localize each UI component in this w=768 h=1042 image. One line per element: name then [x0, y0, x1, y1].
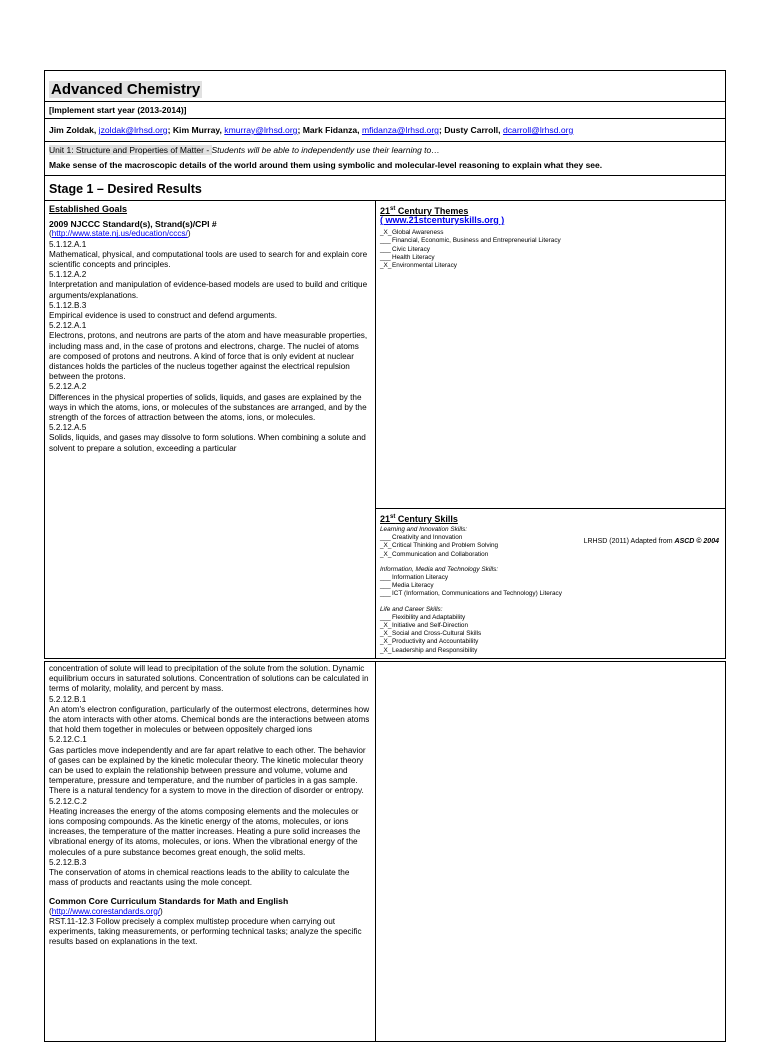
standard-code: 5.1.12.B.3 [49, 300, 87, 310]
skill-item [380, 582, 721, 590]
item-label: Global Awareness [392, 229, 444, 237]
checkbox-mark: _X_ [380, 622, 392, 630]
item-label: Creativity and Innovation [392, 534, 463, 542]
standard-code: 5.2.12.B.3 [49, 857, 87, 867]
skills-heading: 21st Century Skills [380, 514, 458, 524]
standard-code: 5.2.12.C.2 [49, 796, 87, 806]
item-label: Productivity and Accountability [392, 638, 479, 646]
standard-code: 5.2.12.A.5 [49, 423, 87, 433]
page-1 [44, 70, 725, 659]
themes-link-line [380, 216, 721, 226]
item-label: Critical Thinking and Problem Solving [392, 542, 499, 550]
theme-item [380, 229, 721, 237]
standard-text: Heating increases the energy of the atoms composing elements and the molecules or ions composing compounds. As the kinetic energy of the atoms, molecules, or ions increases, the temperature of the matter increases. Heating a pure solid increases the vibrational energy of its atoms, molecules, or ions. When the vibrational energy of the molecules of a pure substance becomes great enough, the solid melts. [49, 806, 361, 857]
unit-label: Unit 1: Structure and Properties of Matter - [49, 145, 212, 155]
themes-link-open[interactable]: ( [380, 215, 386, 225]
standard-code: 5.2.12.B.1 [49, 694, 87, 704]
standard-code: 5.2.12.A.2 [49, 382, 87, 392]
author-email-link[interactable]: dcarroll@lrhsd.org [502, 125, 574, 135]
goals-list [49, 240, 371, 454]
authors-row [45, 119, 726, 142]
standard-text: Gas particles move independently and are far apart relative to each other. The behavior of gases can be explained by the kinetic molecular theory. The kinetic molecular theory can be used to explain the relationship between pressure and volume, volume and temperature, pressure and temperature, and the number of particles in a gas sample. There is a natural tendency for a system to move in the direction of disorder or entropy. [49, 745, 366, 796]
skill-group-title: Learning and Innovation Skills: [380, 526, 468, 533]
item-label: Media Literacy [392, 582, 434, 590]
standard-code: 5.1.12.A.1 [49, 239, 87, 249]
standard-text: Differences in the physical properties of solids, liquids, and gases are explained by the ways in which the atoms, ions, or molecules of the substances are arranged, and by the strength of the forces of attraction between the atoms, ions, or molecules. [49, 392, 367, 423]
author: Dusty Carroll, dcarroll@lrhsd.org [444, 125, 574, 135]
skill-item [380, 638, 721, 646]
item-label: Financial, Economic, Business and Entrepreneurial Literacy [392, 237, 561, 245]
implement-year: [Implement start year (2013-2014)] [45, 102, 726, 119]
skill-group-title: Life and Career Skills: [380, 605, 443, 613]
checkbox-mark: _X_ [380, 630, 392, 638]
checkbox-mark: ___ [380, 574, 391, 582]
standard-text: Mathematical, physical, and computational tools are used to search for and explain core scientific concepts and principles. [49, 249, 368, 270]
checkbox-mark: _X_ [380, 262, 392, 270]
page-footer: LRHSD (2011) Adapted from ASCD © 2004 [583, 538, 719, 545]
author: Kim Murray, kmurray@lrhsd.org; [172, 125, 303, 135]
item-label: Communication and Collaboration [392, 550, 489, 558]
skill-item [380, 630, 721, 638]
checkbox-mark: _X_ [380, 550, 392, 558]
checkbox-mark: ___ [380, 534, 391, 542]
themes-link[interactable]: www.21stcenturyskills.org [385, 215, 499, 225]
standard-text: Interpretation and manipulation of evidence-based models are used to build and critique arguments/explanations. [49, 280, 368, 300]
stage-heading: Stage 1 – Desired Results [45, 176, 726, 201]
author-email-link[interactable]: kmurray@lrhsd.org [224, 125, 298, 135]
common-core-heading: Common Core Curriculum Standards for Math and English [49, 896, 289, 907]
item-label: Civic Literacy [392, 245, 430, 253]
checkbox-mark: ___ [380, 590, 391, 598]
unit-table [44, 70, 726, 659]
item-label: ICT (Information, Communications and Technology) Literacy [392, 590, 562, 598]
unit-intro: Students will be able to independently use their learning to… [211, 145, 440, 155]
checkbox-mark: ___ [380, 245, 391, 253]
common-core-link[interactable]: http://www.corestandards.org/ [51, 906, 161, 916]
checkbox-mark: _X_ [380, 229, 392, 237]
standard-text: Empirical evidence is used to construct and defend arguments. [49, 311, 278, 321]
page-2 [44, 661, 725, 1042]
theme-item [380, 254, 721, 262]
item-label: Information Literacy [392, 574, 449, 582]
standard-code: 5.2.12.C.1 [49, 735, 87, 745]
standard-code: 5.2.12.A.1 [49, 321, 87, 331]
author-email-link[interactable]: jzoldak@lrhsd.org [98, 125, 168, 135]
theme-item [380, 246, 721, 254]
author: Mark Fidanza, mfidanza@lrhsd.org; [302, 125, 445, 135]
skill-item [380, 551, 721, 559]
author: Jim Zoldak, jzoldak@lrhsd.org; [49, 125, 173, 135]
checkbox-mark: _X_ [380, 638, 392, 646]
item-label: Environmental Literacy [392, 262, 458, 270]
skills-cell [376, 509, 726, 659]
common-core-link-line: (http://www.corestandards.org/) [49, 906, 163, 916]
themes-heading: 21st Century Themes [380, 206, 469, 216]
checkbox-mark: _X_ [380, 542, 392, 550]
established-goals-cell-continued [45, 662, 376, 1042]
item-label: Health Literacy [392, 253, 435, 261]
skills-list [380, 526, 721, 655]
themes-cell [376, 201, 726, 509]
theme-item [380, 262, 721, 270]
themes-link-close[interactable]: ) [498, 215, 505, 225]
established-goals-cell [45, 201, 376, 659]
goals-list-continued [49, 664, 371, 888]
checkbox-mark: ___ [380, 253, 391, 261]
skill-item [380, 622, 721, 630]
standard-text: Electrons, protons, and neutrons are parts of the atom and have measurable properties, including mass and, in the case of protons and electrons, charge. The nuclei of atoms are composed of protons and neutrons. A kind of force that is only evident at nuclear distances holds the particles of the nucleus together against the electrical repulsion between the protons. [49, 331, 368, 382]
themes-list [380, 229, 721, 270]
skill-group-title: Information, Media and Technology Skills: [380, 565, 499, 573]
skill-item [380, 574, 721, 582]
njccc-heading: 2009 NJCCC Standard(s), Strand(s)/CPI # [49, 219, 217, 230]
skill-item [380, 614, 721, 622]
skill-item [380, 647, 721, 655]
empty-cell [376, 662, 726, 1042]
footer-brand: ASCD © 2004 [674, 538, 719, 545]
checkbox-mark: _X_ [380, 646, 392, 654]
item-label: Leadership and Responsibility [392, 646, 478, 654]
unit-table-continued [44, 661, 726, 1042]
author-email-link[interactable]: mfidanza@lrhsd.org [361, 125, 439, 135]
checkbox-mark: ___ [380, 613, 391, 621]
unit-row [45, 142, 726, 176]
item-label: Social and Cross-Cultural Skills [392, 630, 482, 638]
course-title: Advanced Chemistry [51, 81, 201, 98]
item-label: Initiative and Self-Direction [392, 622, 469, 630]
njccc-link-line: (http://www.state.nj.us/education/cccs/) [49, 229, 191, 239]
checkbox-mark: ___ [380, 237, 391, 245]
standard-text: concentration of solute will lead to precipitation of the solute from the solution. Dynamic equilibrium occurs in saturated solutions. Concentration of solutions can be calculated in terms of molarity, molality, and percent by mass. [49, 664, 369, 694]
checkbox-mark: ___ [380, 582, 391, 590]
established-goals-heading: Established Goals [49, 204, 128, 214]
standard-text: An atom's electron configuration, particularly of the outermost electrons, determines how the atom interacts with other atoms. Chemical bonds are the interactions between atoms that hold them together in molecules or between oppositely charged ions [49, 704, 370, 735]
skill-item [380, 590, 721, 598]
njccc-link[interactable]: http://www.state.nj.us/education/cccs/ [51, 229, 188, 239]
rst-standard: RST.11-12.3 Follow precisely a complex multistep procedure when carrying out experiments, taking measurements, or performing technical tasks; analyze the specific results based on explanations in the text. [49, 916, 362, 947]
theme-item [380, 237, 721, 245]
standard-text: Solids, liquids, and gases may dissolve to form solutions. When combining a solute and solvent to prepare a solution, exceeding a particular [49, 433, 366, 453]
unit-goal: Make sense of the macroscopic details of the world around them using symbolic and molecular-level reasoning to explain what they see. [49, 160, 603, 170]
standard-code: 5.1.12.A.2 [49, 270, 87, 280]
standard-text: The conservation of atoms in chemical reactions leads to the ability to calculate the mass of products and reactants using the mole concept. [49, 868, 350, 888]
item-label: Flexibility and Adaptability [392, 613, 466, 621]
